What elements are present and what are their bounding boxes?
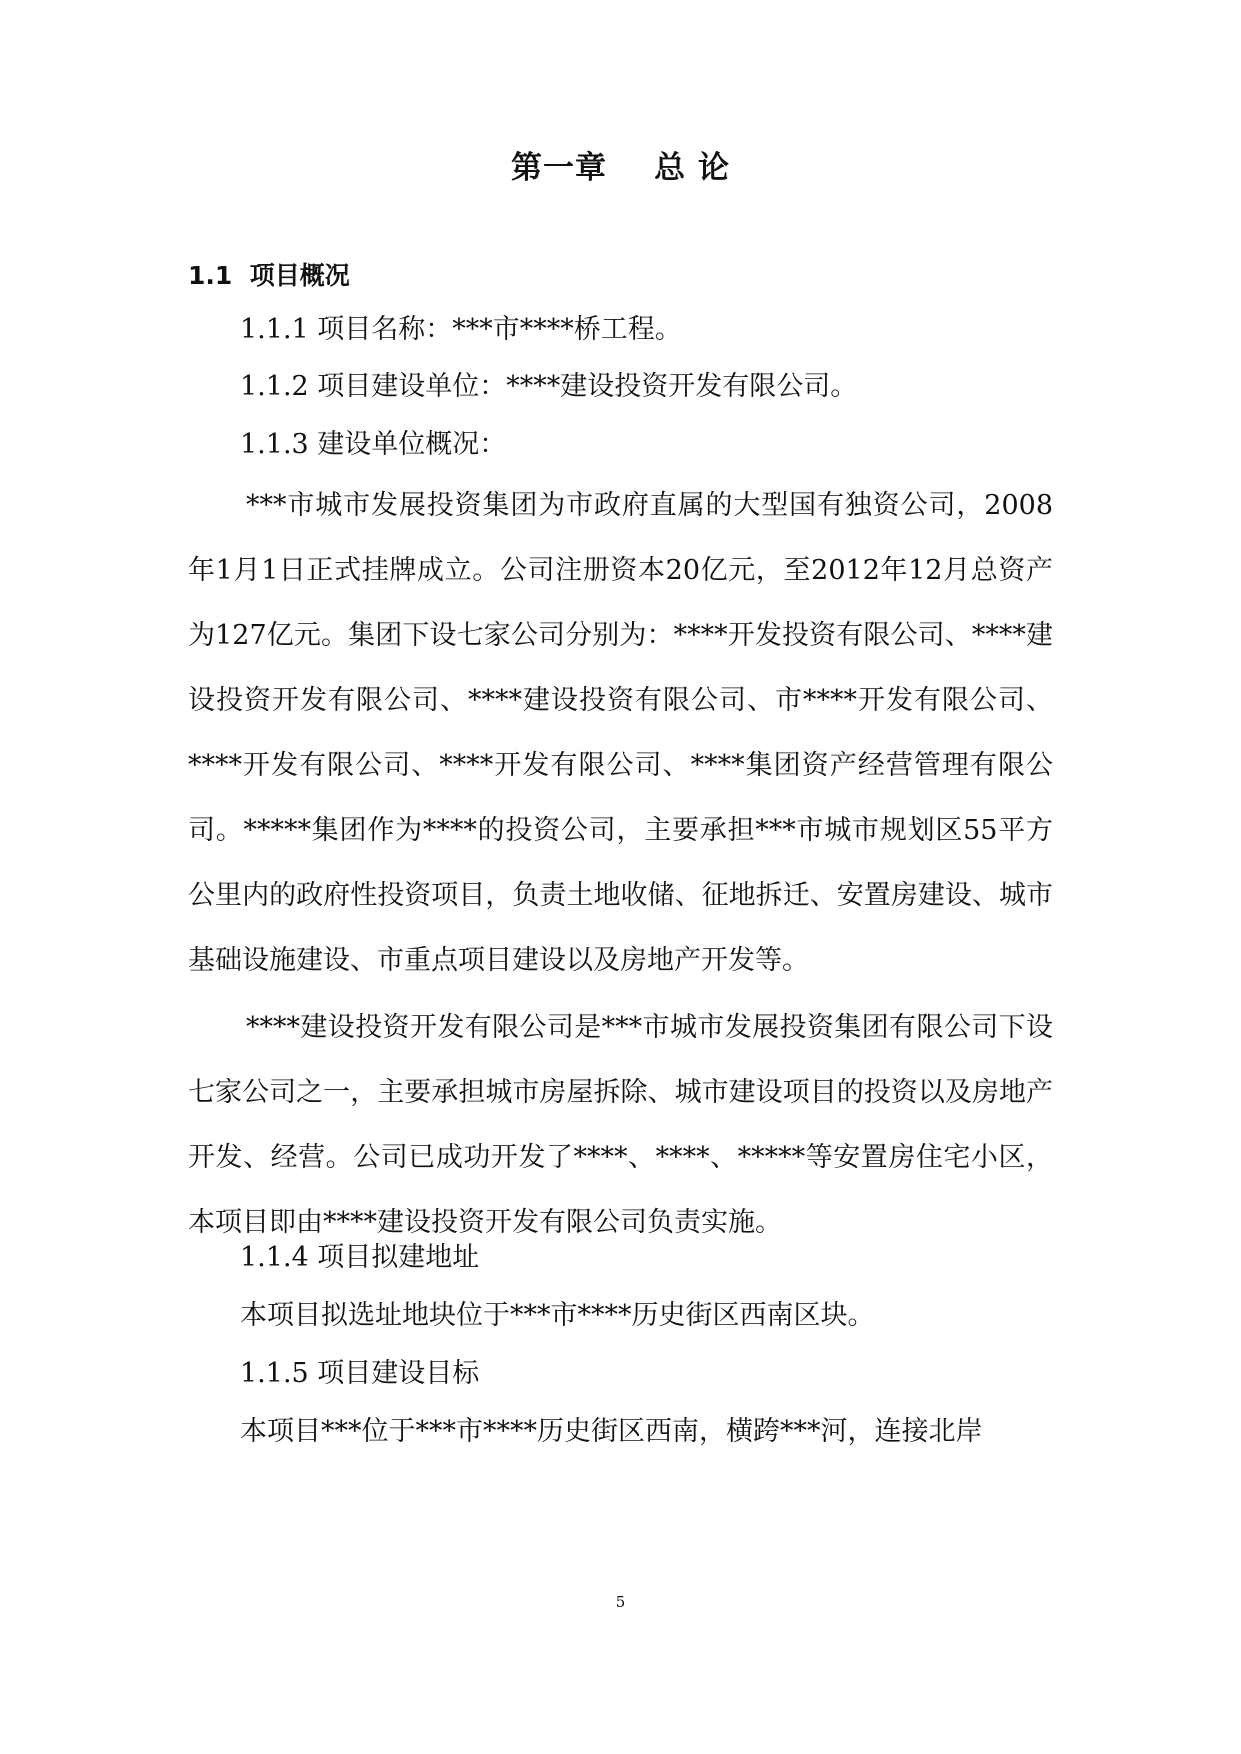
item-1-1-1: 1.1.1 项目名称：***市****桥工程。 <box>240 314 682 345</box>
item-1-1-4: 1.1.4 项目拟建地址 <box>240 1242 480 1273</box>
section-title: 1.1 项目概况 <box>188 261 350 290</box>
paragraph-project-goal: 本项目***位于***市****历史街区西南，横跨***河，连接北岸 <box>240 1416 983 1447</box>
paragraph-subsidiary-overview: ****建设投资开发有限公司是***市城市发展投资集团有限公司下设七家公司之一，主要承担城市房屋拆除、城市建设项目的投资以及房地产开发、经营。公司已成功开发了****、****、*****等安置房住宅小区，本项目即由****建设投资开发有限公司负责实施。 <box>188 1012 1053 1238</box>
item-1-1-2: 1.1.2 项目建设单位：****建设投资开发有限公司。 <box>240 371 858 402</box>
paragraph-project-location: 本项目拟选址地块位于***市****历史街区西南区块。 <box>240 1300 875 1331</box>
chapter-title: 第一章 总 论 <box>511 150 730 186</box>
item-1-1-3: 1.1.3 建设单位概况： <box>240 429 507 460</box>
paragraph-company-overview: ***市城市发展投资集团为市政府直属的大型国有独资公司，2008年1月1日正式挂牌成立。公司注册资本20亿元，至2012年12月总资产为127亿元。集团下设七家公司分别为：****开发投资有限公司、****建设投资开发有限公司、****建设投资有限公司、市****开发有限公司、****开发有限公司、****开发有限公司、****集团资产经营管理有限公司。*****集团作为****的投资公司，主要承担***市城市规划区55平方公里内的政府性投资项目，负责土地收储、征地拆迁、安置房建设、城市基础设施建设、市重点项目建设以及房地产开发等。 <box>188 490 1053 976</box>
item-1-1-5: 1.1.5 项目建设目标 <box>240 1358 480 1389</box>
page-number: 5 <box>615 1593 626 1611</box>
